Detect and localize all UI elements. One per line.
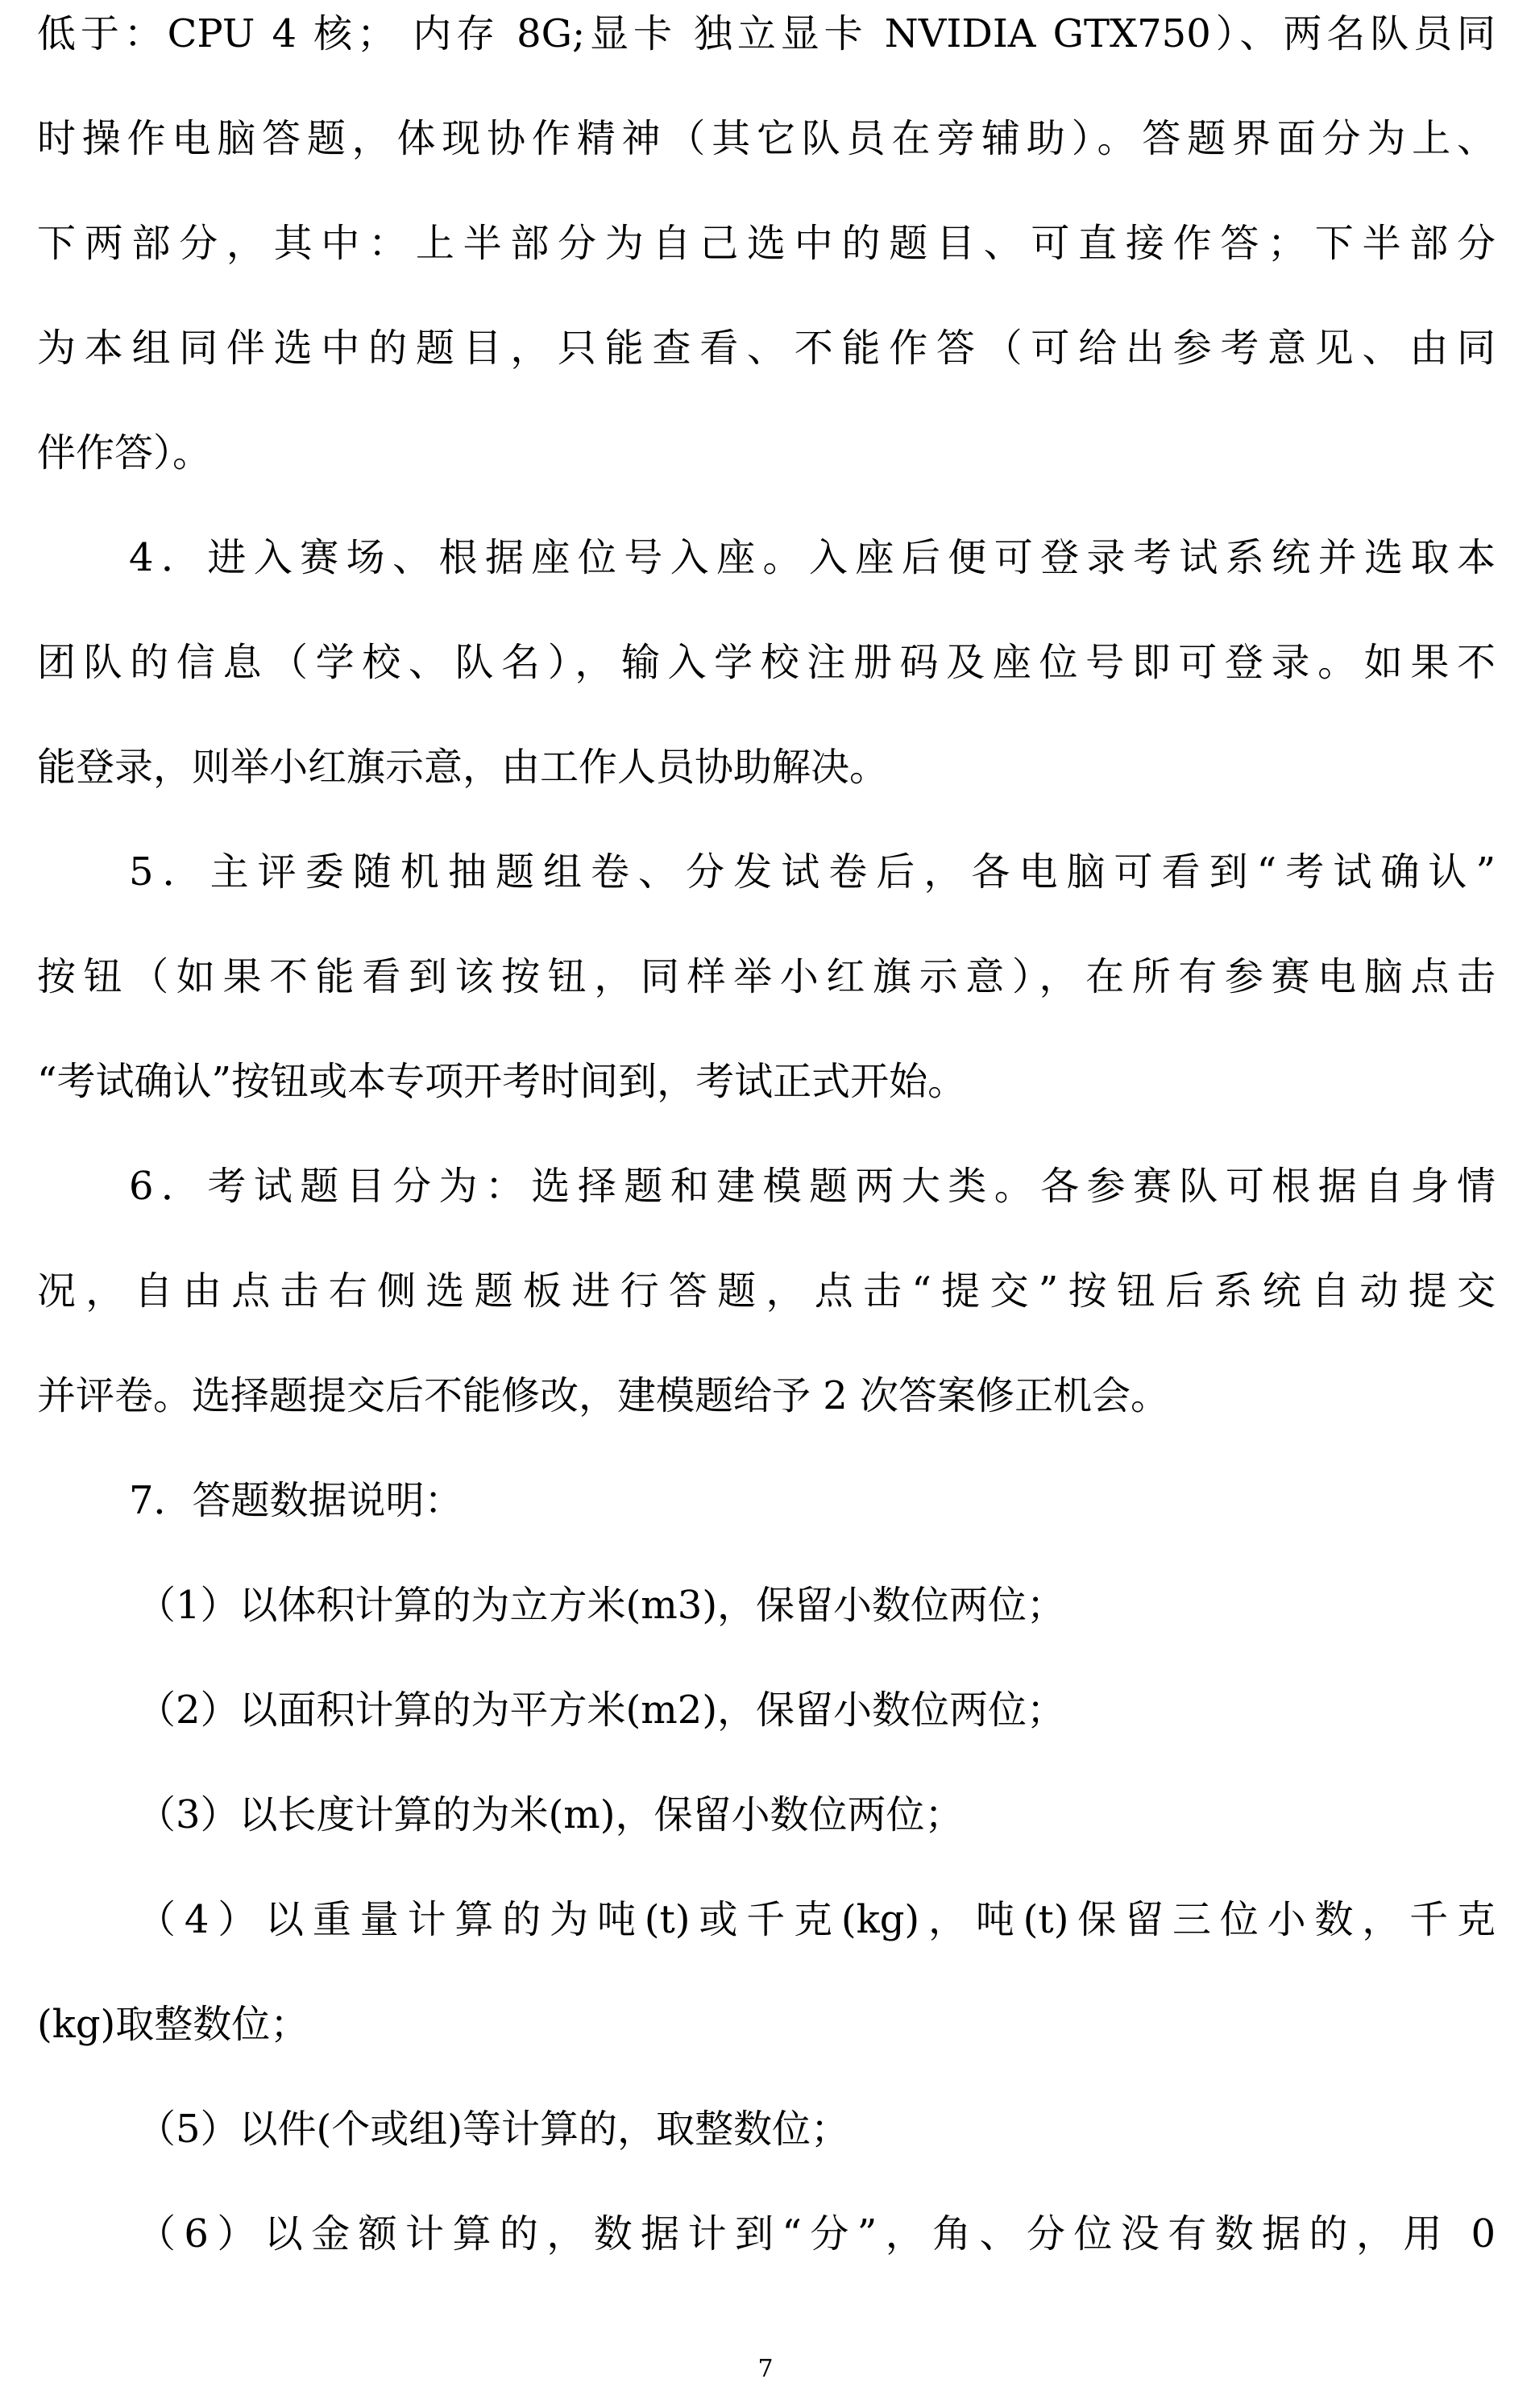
list-item: （4）以重量计算的为吨(t)或千克(kg)，吨(t)保留三位小数，千克 <box>137 1897 1496 1942</box>
list-item: （1）以体积计算的为立方米(m3)，保留小数位两位； <box>137 1583 1066 1628</box>
paragraph-line: 按钮（如果不能看到该按钮，同样举小红旗示意），在所有参赛电脑点击 <box>37 954 1496 999</box>
list-item: （2）以面积计算的为平方米(m2)，保留小数位两位； <box>137 1688 1066 1733</box>
paragraph-line: 下两部分，其中：上半部分为自己选中的题目、可直接作答；下半部分 <box>37 221 1496 266</box>
paragraph-line: 5．主评委随机抽题组卷、分发试卷后，各电脑可看到“考试确认” <box>129 849 1496 895</box>
page-number: 7 <box>757 2355 774 2383</box>
paragraph-line: 时操作电脑答题，体现协作精神（其它队员在旁辅助）。答题界面分为上、 <box>37 116 1496 161</box>
paragraph-line: “考试确认”按钮或本专项开考时间到，考试正式开始。 <box>37 1059 967 1104</box>
paragraph-line: 伴作答）。 <box>37 430 212 475</box>
paragraph-line: 低于：CPU 4 核； 内存 8G;显卡 独立显卡 NVIDIA GTX750）、两名队员同 <box>37 11 1496 56</box>
paragraph-line: 为本组同伴选中的题目，只能查看、不能作答（可给出参考意见、由同 <box>37 326 1496 371</box>
paragraph-line: 团队的信息（学校、队名），输入学校注册码及座位号即可登录。如果不 <box>37 640 1496 685</box>
list-item: （3）以长度计算的为米(m)，保留小数位两位； <box>137 1792 964 1837</box>
list-item-continuation: (kg)取整数位； <box>37 2002 309 2047</box>
paragraph-line: 能登录，则举小红旗示意，由工作人员协助解决。 <box>37 745 889 790</box>
section-heading: 7．答题数据说明： <box>129 1478 463 1523</box>
list-item: （5）以件(个或组)等计算的，取整数位； <box>137 2107 849 2152</box>
paragraph-line: 并评卷。选择题提交后不能修改，建模题给予 2 次答案修正机会。 <box>37 1373 1170 1418</box>
paragraph-line: 6．考试题目分为：选择题和建模题两大类。各参赛队可根据自身情 <box>129 1164 1496 1209</box>
paragraph-line: 4．进入赛场、根据座位号入座。入座后便可登录考试系统并选取本 <box>129 535 1496 580</box>
paragraph-line: 况，自由点击右侧选题板进行答题，点击“提交”按钮后系统自动提交 <box>37 1268 1496 1314</box>
list-item: （6）以金额计算的，数据计到“分”，角、分位没有数据的，用 0 <box>137 2211 1496 2256</box>
